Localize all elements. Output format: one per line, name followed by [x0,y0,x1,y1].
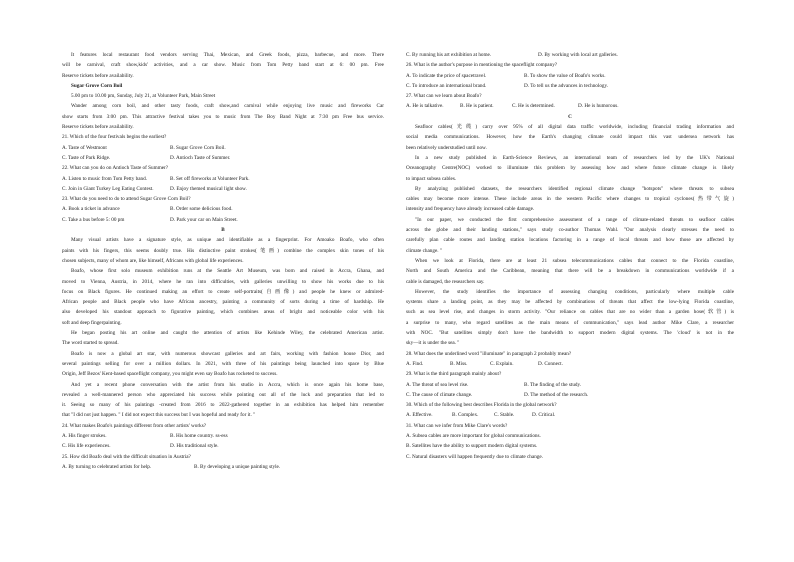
option: A. To indicate the price of spacetravel. [406,72,487,79]
q26-options-row1 [406,71,734,81]
text-line: several paintings selling for over a million dollars. In 2021, with three of his paintings being launched into space by Blue [62,360,384,367]
text-line: It features local restaurant food vendors serving Thai, Mexican, and Greek foods, pizza, barbecue, and more. There [71,52,384,58]
q21-options-row1 [62,143,384,153]
option: B. To show the value of Boafo's works. [524,72,606,79]
option: A. His finger strokes. [62,432,107,439]
q22-options-row1 [62,174,384,184]
section-heading-c: C [568,113,572,120]
option: A. The threat of sea level rise. [406,381,469,388]
text-line: In a new study published in Earth-Science Reviews, an international team of researchers led by the UK's National [415,154,734,161]
text-line: Boafo is now a global art star, with numerous showcast galleries and art fairs, working with fashion house Dior, and [71,350,384,357]
option: A. Book a ticket in advance [62,206,120,213]
text-line: across the globe and their landing stations," says study co-author Thomas Wahl. "Our analysis clearly stresses the need to [406,227,734,234]
option: D. To tell us the advances in technology. [524,82,609,89]
option: A. Subsea cables are more important for global communications. [406,432,541,439]
text-line: intensity and frequency have already increased cable damage. [406,206,535,213]
text-line: And yet a recent phone conversation with the artist from his studio in Accra, which is once again his home base, [71,381,384,388]
q21-options-row2 [62,153,384,163]
q22-options-row2 [62,184,384,194]
passage-b [62,235,384,431]
q23-options-row2 [62,215,384,225]
festival-title: Sugar Grove Corn Boil [71,82,123,89]
text-line: also developed his standout approach to figurative painting, which combines areas of bright and noticeable color with his [62,309,384,316]
option: A. Taste of Westmont [62,144,107,151]
question-22: 22. What can you do on Antioch Taste of Summer? [62,165,169,172]
option: C. Explain. [490,360,514,367]
q28-options [406,359,734,369]
option: D. Enjoy themed musical light show. [170,185,247,192]
option: A. He is talkative. [406,103,444,110]
option: B. By developing a unique painting style. [194,463,281,470]
option: C. To introduce an international brand. [406,82,487,89]
text-line: to impact subsea cables. [406,175,457,182]
option: A. By turning to celebrated artists for help. [62,463,152,470]
question-27: 27. What can we learn about Boafo? [406,93,482,100]
text-line: North and South America and the Caribbean, meaning that there will be a breakdown in communications worldwide if a [406,268,734,275]
q25-options-row1 [62,462,384,472]
text-line: Wander among corn boil, and other tasty foods, craft show,and carnival while enjoying live music and fireworks Car [71,103,384,110]
text-line: cable is damaged, the researchers say. [406,278,485,285]
text-line: it. Seeing so many of his paintings -created from 2016 to 2022-gathered together in an exhibition has helped him remember [62,402,384,409]
text-line: social media communications. However, how the Earth's changing climate could impact this vast undersea network has [406,134,734,141]
left-column [62,50,384,472]
text-line: will be carnival, craft show,kids' activities, and a car show. Music from Tom Petty band start at 6: 00 pm. Free [62,62,384,69]
question-31: 31. What can we infer from Mike Clare's words? [406,422,508,429]
text-line: been relatively understudied until now. [406,144,487,151]
option: C. His life experiences. [62,443,111,450]
text-line: Boafo, whose first solo museum exhibition runs at the Seattle Art Museum, was born and raised in Accra, Ghana, and [71,268,384,275]
text-line: The word started to spread. [62,340,119,347]
text-line: revealed a well-mannered person who appreciated his success while pointing out all of the luck and preparation that led to [62,391,384,398]
q27-options [406,101,734,111]
q24-options-row1 [62,431,384,441]
text-line: Seafloor cables(光缆) carry over 95% of all digital data traffic worldwide, including financial trading information and [415,124,734,131]
text-line: climate change. " [406,247,442,254]
option: B. Miss. [450,360,468,367]
option: B. Satellites have the ability to support modern digital systems. [406,443,538,450]
section-heading-b: B [221,227,225,234]
text-line: 24. What makes Boafo's paintings different from other artists' works? [62,422,207,429]
option: C. Join in Giant Turkey Leg Eating Contest. [62,185,154,192]
text-line: By analyzing published datasets, the researchers identified regional climate change "hotspots" where threats to subsea [415,185,734,192]
text-line: He began posting his art online and caught the attention of artists like Kehinde Wiley, the celebrated American artist. [71,330,384,337]
option: B. The finding of the study. [524,381,582,388]
q26-options-row2 [406,81,734,91]
text-line: sky—it is under the sea. " [406,340,460,347]
option: B. Order some delicious food. [170,206,233,213]
question-21: 21. Which of the four festivals begins the earliest? [62,134,167,141]
text-line: 28. What does the underlined word "illuminate" in paragraph 2 probably mean? [406,350,572,357]
text-line: moved to Vienna, Austria, in 2014, where he ran into difficulties, with galleries unwilling to show his works due to his [62,278,384,285]
question-26: 26. What is the author's purpose in mentioning the spaceflight company? [406,62,558,69]
option: B. He is patient. [460,103,494,110]
option: D. His traditional style. [170,443,219,450]
option: C. By running his art exhibition at home. [406,52,492,58]
option: A. Effective. [406,412,433,419]
option: D. Antioch Taste of Summer. [170,154,231,161]
text-line: that "I did not just happen. " I did not expect this success but I was hopeful and ready for it. " [62,412,256,419]
option: D. Connect. [538,360,563,367]
text-line: systems share a landing point, as they may be affected by combinations of threats that affect the low-lying Florida coastline, [406,299,734,306]
q29-options-row2 [406,390,734,400]
option: C. The cause of climate change. [406,391,473,398]
text-line: Oceanography Centre(NOC) worked to illuminate this problem by assessing how and where future climate change is likely [406,165,734,172]
option: C. Take a bus before 5: 00 pm [62,216,125,223]
text-line: a surprise to many, who regard satellites as the main means of communication," says lead author Mike Clare, a researcher [406,319,734,326]
q23-options-row1 [62,204,384,214]
question-25: 25. How did Boafo deal with the difficult situation in Austria? [62,453,191,460]
option: B. Complex. [452,412,479,419]
text-line: carefully plan cable routes and landing station locations factoring in a range of local threats and how those are affected by [406,237,734,244]
option: C. Taste of Park Ridge. [62,154,111,161]
question-29: 29. What is the third paragraph mainly about? [406,371,502,378]
text-line: When we look at Florida, there are at least 21 subsea telecommunications cables that connect to the Florida coastline, [415,257,734,264]
right-column [406,50,734,462]
option: B. His home country. ss-ess [170,432,228,439]
option: C. He is determined. [512,103,555,110]
option: D. By working with local art galleries. [538,52,618,58]
text-line: Reserve tickets before availability. [62,72,134,79]
festival-time: 5.00 pm to 10.00 pm, Sunday, July 21, at Volunteer Park, Main Street [71,93,216,100]
option: D. He is humorous. [578,103,619,110]
text-line: However, the study identifies the importance of assessing changing conditions, particularly where multiple cable [415,288,734,295]
text-line: Many visual artists have a signature style, as unique and identifiable as a fingerprint. For Amoako Boafo, who often [71,237,384,244]
text-line: cables may become more intense. These include areas in the western Pacific where changes to tropical cyclones(热带气旋) [406,196,734,203]
option: B. Sugar Grove Corn Boil. [170,144,226,151]
option: B. Set off fireworks at Volunteer Park. [170,175,250,182]
q24-options-row2 [62,441,384,451]
question-23: 23. What do you need to do to attend Sugar Grove Corn Boil? [62,196,191,203]
text-line: "In our paper, we conducted the first comprehensive assessment of a range of climate-related threats to seafloor cables [415,216,734,223]
q29-options-row1 [406,380,734,390]
text-line: soft and deep fingerpainting. [62,319,122,326]
option: D. Critical. [532,412,556,419]
text-line: Origin, Jeff Bezos' Kent-based spaceflight company, you might even say Boafo has rocketed to success. [62,371,278,378]
option: D. Park your car on Main Street. [170,216,238,223]
text-line: with NOC. "But satellites simply don't have the bandwidth to support modern digital systems. The 'cloud' is not in the [406,330,734,337]
q25-options-row2 [406,50,734,60]
text-line: paints with his fingers, this seems doubly true. His distinctive paint strokes(笔画) combine the complex skin tones of his [62,247,384,254]
text-line: show starts from 3:00 pm. This attractive festival takes you to music from The Boy Band Night at 7:30 pm Free bus service. [62,113,384,120]
text-line: Reserve tickets before availability. [62,124,134,131]
text-line: focus on Black figures. He continued making an effort to create self-portraits(自画像) and people he knew or admired- [62,288,384,295]
question-30: 30. Which of the following best describes Florida in the global network? [406,402,557,409]
option: A. Find. [406,360,424,367]
passage-c [406,122,734,359]
option: D. The method of the research. [524,391,589,398]
text-line: such as sea level rise, and changes in storm activity. "Our reliance on cables that are no wider than a garden hose(软管) is [406,309,734,316]
option: A. Listen to music from Tom Petty band. [62,175,147,182]
text-line: chosen subjects, many of whom are, like himself, Africans with global life experiences. [62,257,244,264]
q30-options [406,410,734,420]
text-line: African people and Black people who have African ancestry, painting a community of sorts during a time of hardship. He [62,299,384,306]
option: C. Natural disasters will happen frequently due to climate change. [406,453,543,460]
option: C. Stable. [494,412,515,419]
